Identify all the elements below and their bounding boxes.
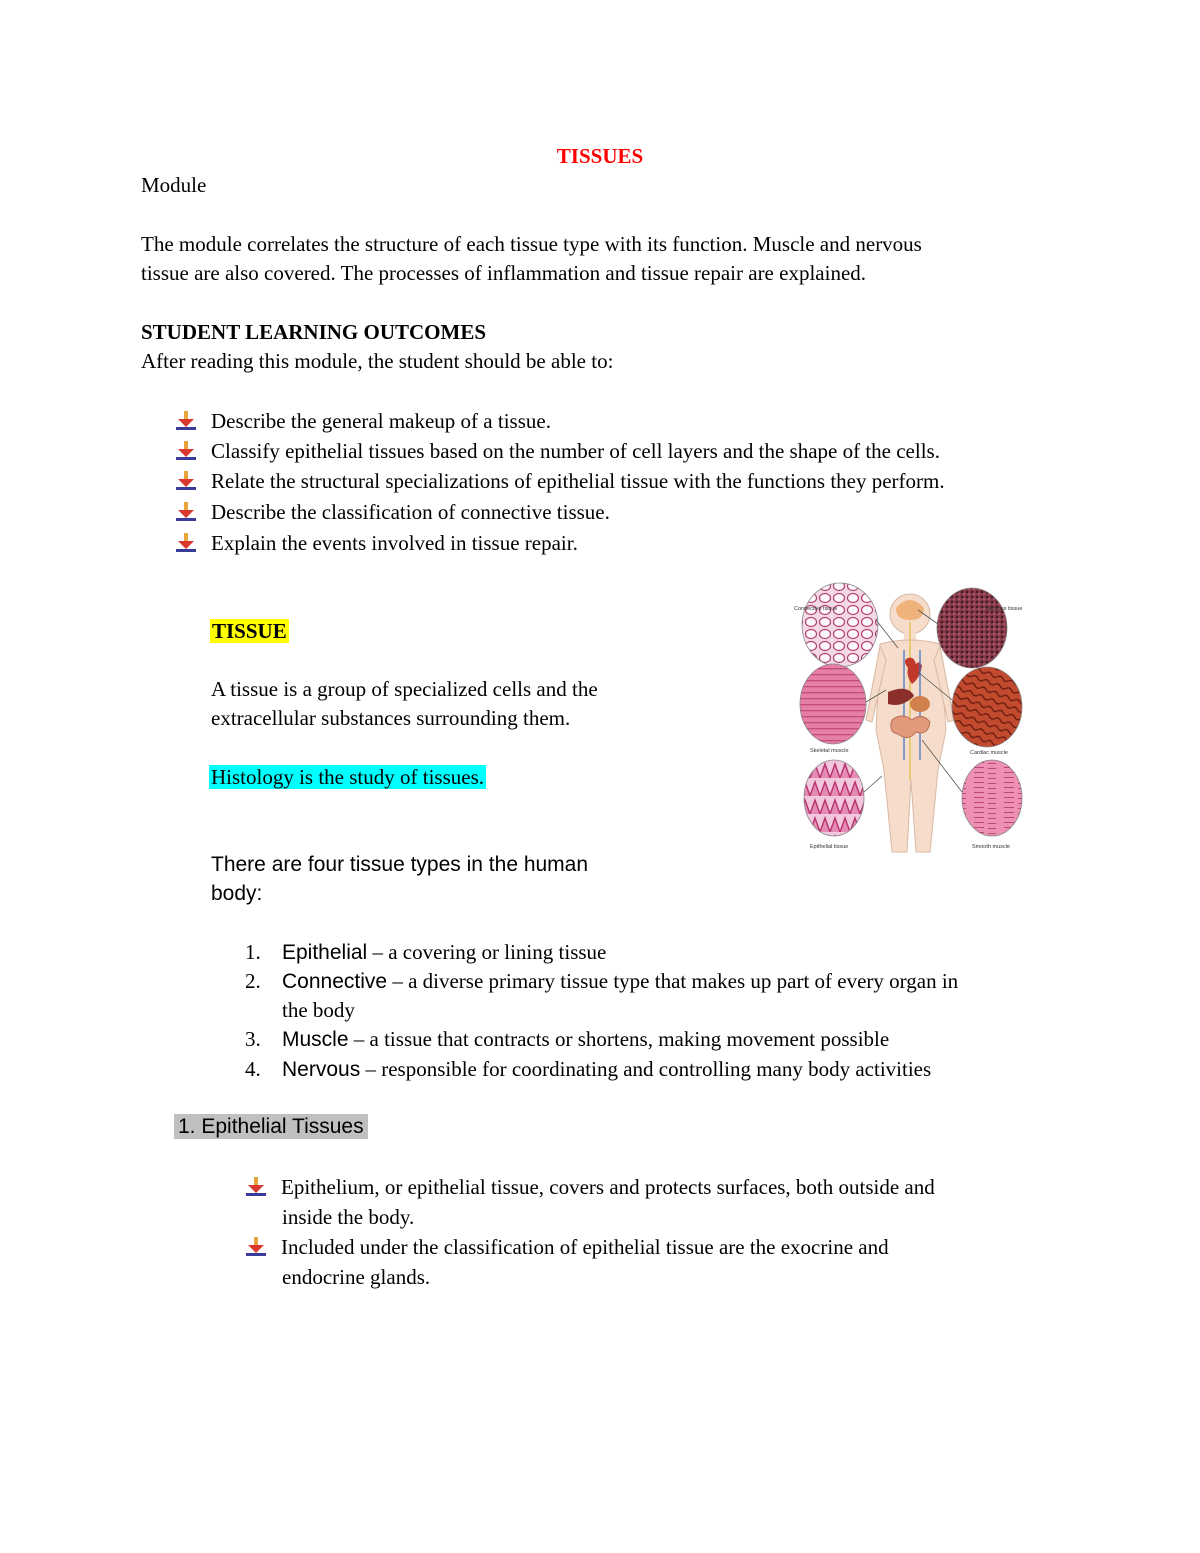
- arrow-bullet-icon: [175, 532, 197, 554]
- histology-highlight: Histology is the study of tissues.: [211, 765, 485, 789]
- outcome-item: [175, 497, 610, 527]
- figure-label-epithelial: Epithelial tissue: [810, 844, 849, 850]
- tissue-type-term: Epithelial: [282, 941, 368, 964]
- figure-label-smooth: Smooth muscle: [972, 844, 1010, 850]
- tissue-type-number: 2.: [245, 969, 261, 993]
- outcome-text: Describe the general makeup of a tissue.: [211, 408, 551, 433]
- tissue-type-desc: – a diverse primary tissue type that makes up part of every organ in: [387, 969, 959, 993]
- outcome-text: Classify epithelial tissues based on the number of cell layers and the shape of the cells.: [211, 438, 940, 463]
- smooth-muscle-image: [962, 760, 1022, 836]
- histology-line: [209, 762, 486, 792]
- cardiac-muscle-image: [952, 667, 1022, 747]
- tissue-type-item: [245, 1055, 931, 1084]
- arrow-bullet-icon: [245, 1176, 267, 1198]
- epithelial-bullet-text: Included under the classification of epithelial tissue are the exocrine and: [281, 1234, 889, 1259]
- document-subtitle: Module: [141, 173, 207, 197]
- tissue-type-desc: – responsible for coordinating and controlling many body activities: [360, 1057, 932, 1081]
- tissue-heading: [210, 616, 289, 646]
- arrow-bullet-icon: [245, 1236, 267, 1258]
- intro-line-1: The module correlates the structure of each tissue type with its function. Muscle and nervous: [141, 232, 922, 256]
- outcome-text: Explain the events involved in tissue repair.: [211, 530, 578, 555]
- tissue-type-number: 3.: [245, 1027, 261, 1051]
- outcome-item: [175, 528, 578, 558]
- figure-label-cardiac: Cardiac muscle: [970, 750, 1008, 756]
- tissue-type-item: [245, 938, 606, 967]
- outcome-item: [175, 406, 551, 436]
- tissue-type-number: 1.: [245, 940, 261, 964]
- arrow-bullet-icon: [175, 470, 197, 492]
- epithelial-heading: [174, 1112, 368, 1142]
- document-title: TISSUES: [556, 144, 644, 168]
- epithelial-bullet-text: Epithelium, or epithelial tissue, covers and protects surfaces, both outside and: [281, 1174, 935, 1199]
- epithelial-bullet-cont: endocrine glands.: [282, 1265, 431, 1289]
- outcome-item: [175, 466, 945, 496]
- arrow-bullet-icon: [175, 501, 197, 523]
- tissue-type-item: [245, 1025, 889, 1054]
- arrow-bullet-icon: [175, 410, 197, 432]
- arrow-bullet-icon: [175, 440, 197, 462]
- tissue-type-term: Connective: [282, 970, 388, 993]
- tissue-type-desc: – a covering or lining tissue: [367, 940, 607, 964]
- epithelial-bullet: [245, 1172, 935, 1202]
- intro-line-2: tissue are also covered. The processes of inflammation and tissue repair are explained.: [141, 261, 867, 285]
- tissue-definition-line-1: A tissue is a group of specialized cells and the: [211, 677, 598, 701]
- tissue-type-item: [245, 967, 958, 996]
- skeletal-muscle-image: [800, 664, 866, 744]
- figure-label-nervous: Nervous tissue: [986, 606, 1023, 612]
- tissue-type-term: Muscle: [282, 1028, 349, 1051]
- outcomes-lead: After reading this module, the student should be able to:: [141, 349, 614, 373]
- figure-label-connective: Connective tissue: [794, 606, 838, 612]
- tissue-type-desc: – a tissue that contracts or shortens, making movement possible: [348, 1027, 890, 1051]
- types-intro-line-1: There are four tissue types in the human: [211, 853, 589, 876]
- outcome-text: Relate the structural specializations of epithelial tissue with the functions they perform.: [211, 468, 945, 493]
- tissue-heading-highlight: TISSUE: [212, 619, 287, 643]
- tissue-type-term: Nervous: [282, 1058, 361, 1081]
- nervous-tissue-image: [937, 588, 1007, 668]
- epithelial-tissue-image: [804, 760, 864, 836]
- tissue-type-desc-cont: the body: [282, 998, 355, 1022]
- figure-label-skeletal: Skeletal muscle: [810, 748, 849, 754]
- tissue-types-figure: [790, 580, 1025, 855]
- epithelial-heading-highlight: 1. Epithelial Tissues: [174, 1114, 368, 1139]
- connective-tissue-image: [802, 583, 878, 667]
- outcome-item: [175, 436, 940, 466]
- outcomes-heading: STUDENT LEARNING OUTCOMES: [141, 320, 487, 344]
- tissue-definition-line-2: extracellular substances surrounding them.: [211, 706, 571, 730]
- types-intro-line-2: body:: [211, 882, 263, 905]
- epithelial-bullet-cont: inside the body.: [282, 1205, 415, 1229]
- outcome-text: Describe the classification of connective tissue.: [211, 499, 610, 524]
- epithelial-bullet: [245, 1232, 889, 1262]
- tissue-type-number: 4.: [245, 1057, 261, 1081]
